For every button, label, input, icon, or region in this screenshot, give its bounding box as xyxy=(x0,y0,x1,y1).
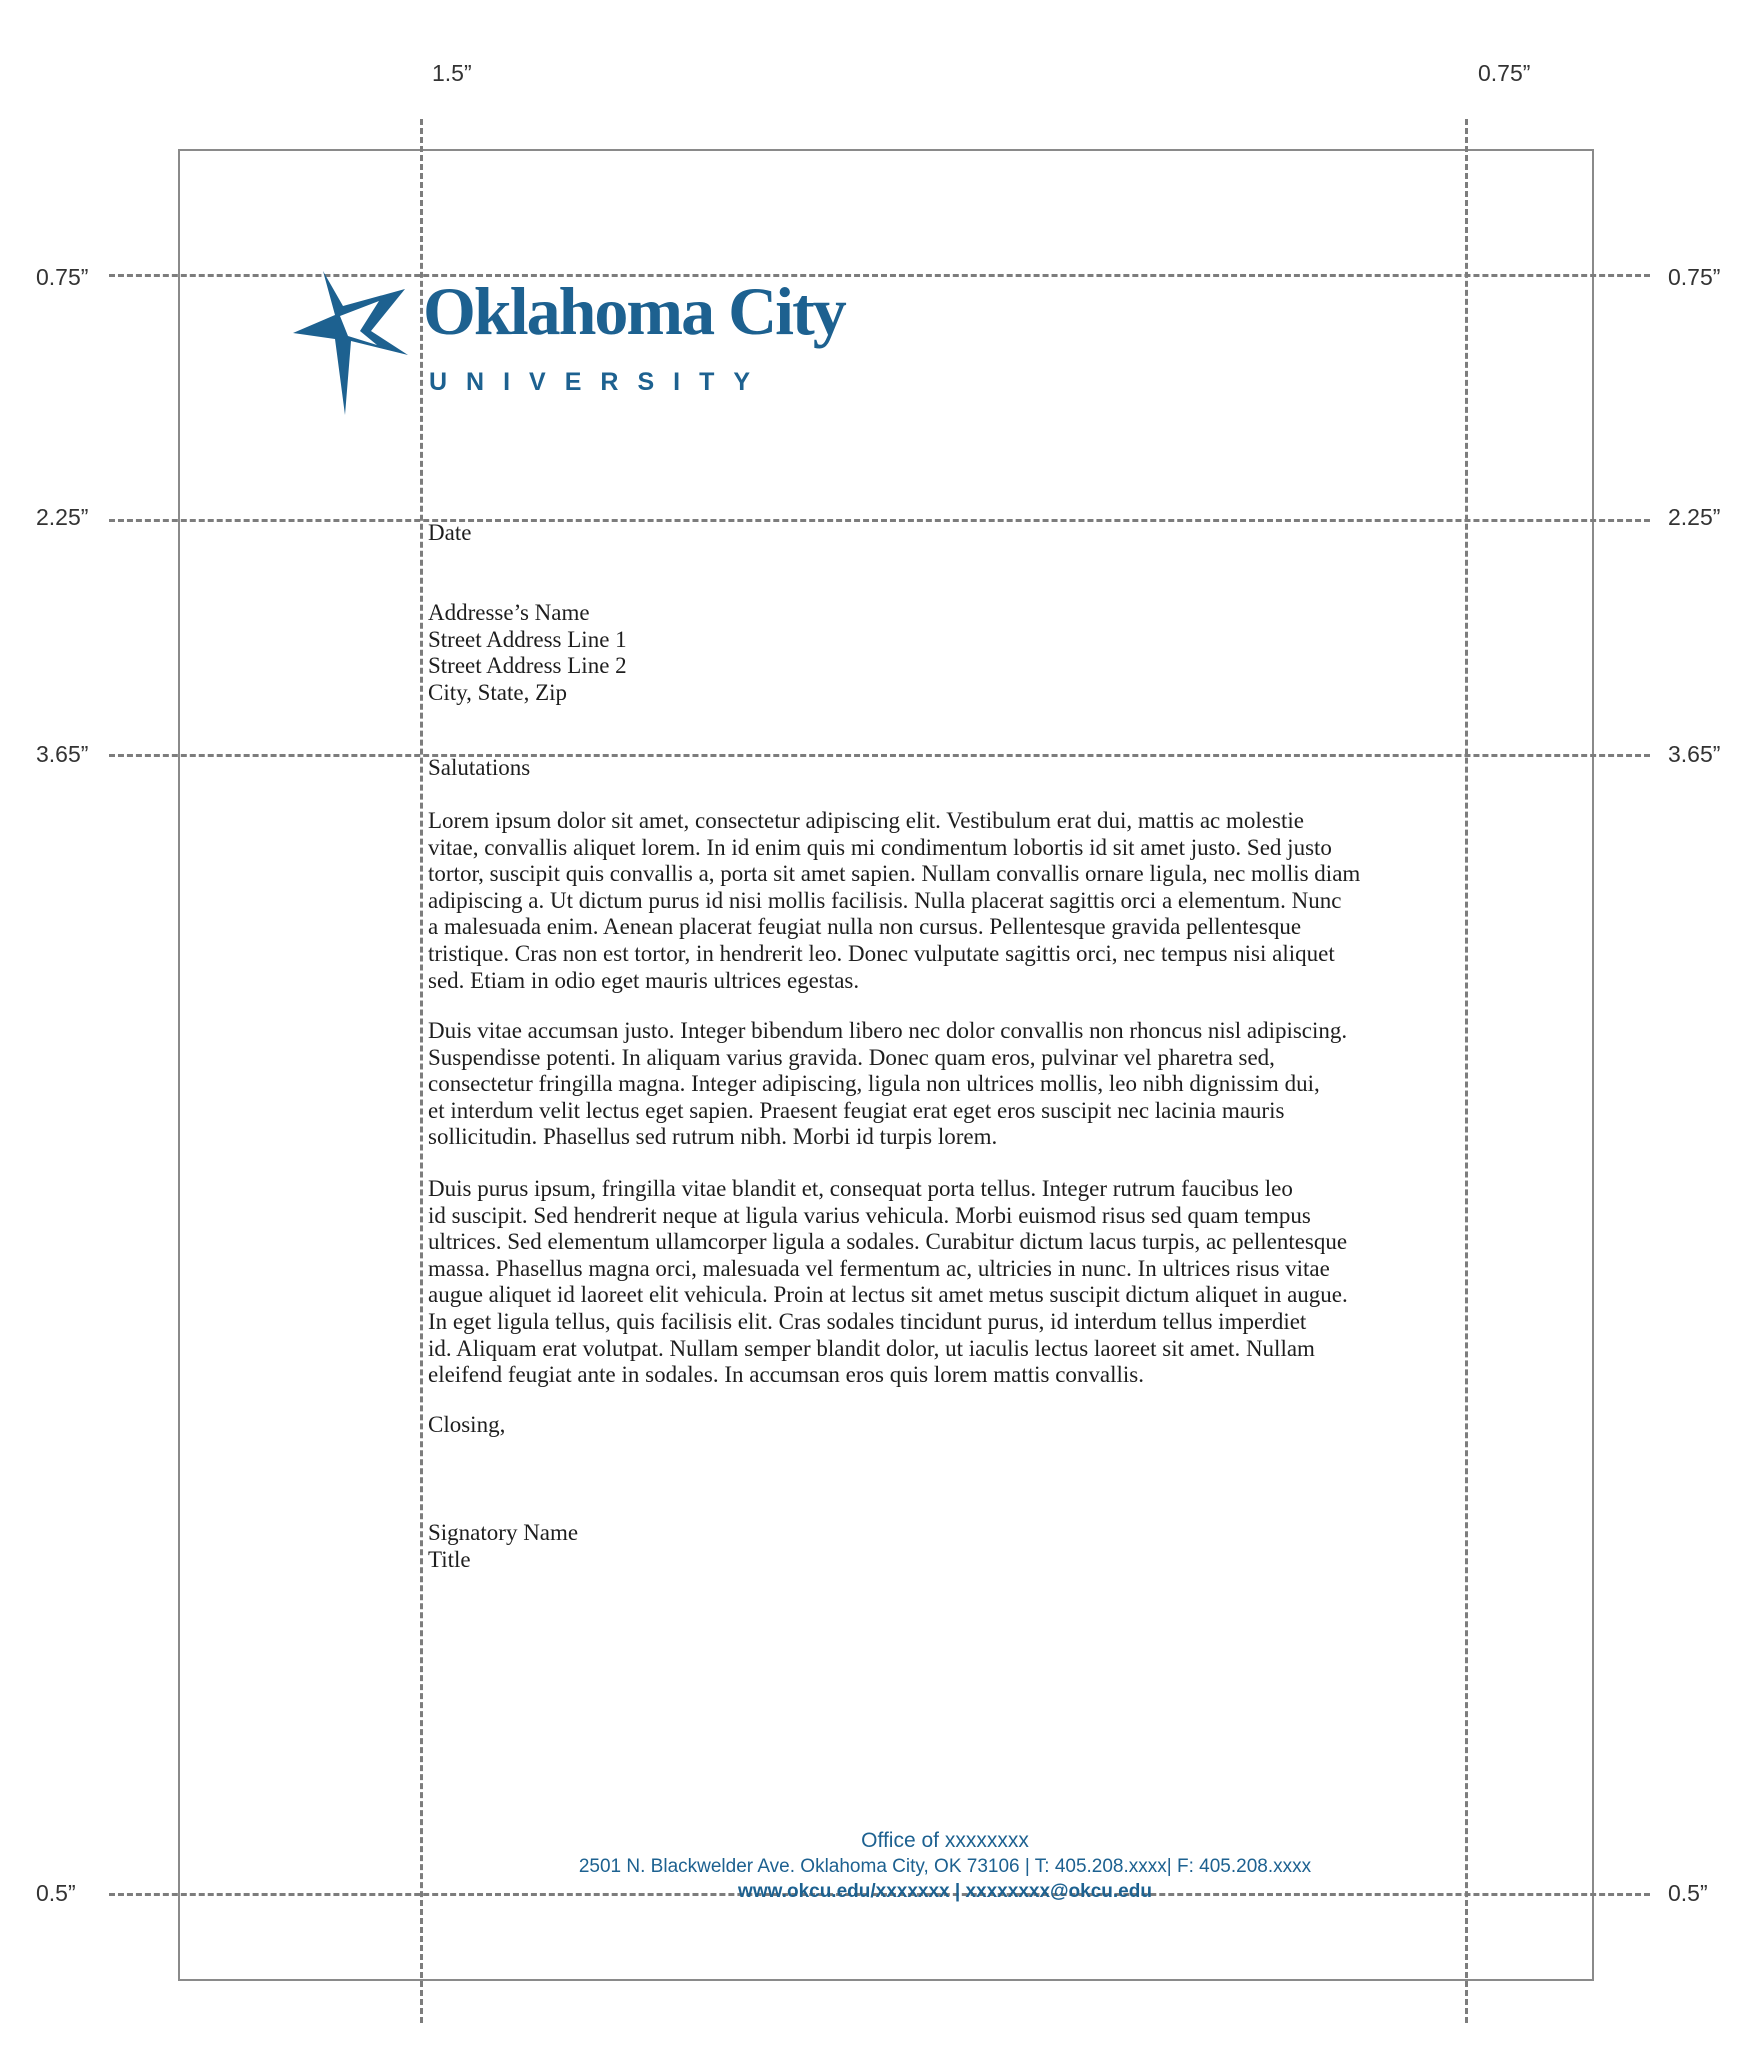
body-line: sollicitudin. Phasellus sed rutrum nibh. Morbi id turpis lorem. xyxy=(428,1124,998,1150)
body-line: tortor, suscipit quis convallis a, porta sit amet sapien. Nullam convallis ornare ligula, nec mollis diam xyxy=(428,861,1361,887)
body-line: tristique. Cras non est tortor, in hendrerit leo. Donec vulputate sagittis orci, nec tempus nisi aliquet xyxy=(428,940,1335,966)
margin-label-left: 1.5” xyxy=(432,60,472,86)
address-line: Addresse’s Name xyxy=(428,600,590,625)
margin-label-top-left: 0.75” xyxy=(36,264,89,290)
recipient-address xyxy=(428,600,1473,706)
body-line: et interdum velit lectus eget sapien. Praesent feugiat erat eget eros suscipit nec lacinia mauris xyxy=(428,1097,1285,1123)
body-line: eleifend feugiat ante in sodales. In accumsan eros quis lorem mattis convallis. xyxy=(428,1362,1144,1388)
margin-label-body-right: 3.65” xyxy=(1668,741,1721,767)
body-paragraph-2 xyxy=(428,1018,1473,1151)
letter-date: Date xyxy=(428,520,472,545)
body-line: adipiscing a. Ut dictum purus id nisi mollis facilisis. Nulla placerat sagittis orci a elementum. Nunc xyxy=(428,887,1342,913)
body-line: ultrices. Sed elementum ullamcorper ligula a sodales. Curabitur dictum lacus turpis, ac pellentesque xyxy=(428,1229,1348,1255)
margin-label-bottom-right: 0.5” xyxy=(1668,1880,1708,1906)
address-line: City, State, Zip xyxy=(428,679,568,705)
university-logo xyxy=(293,271,893,421)
body-line: sed. Etiam in odio eget mauris ultrices egestas. xyxy=(428,967,860,993)
body-line: Lorem ipsum dolor sit amet, consectetur adipiscing elit. Vestibulum erat dui, mattis ac molestie xyxy=(428,808,1304,833)
salutation: Salutations xyxy=(428,755,531,780)
star-logo-icon xyxy=(293,271,408,415)
body-line: a malesuada enim. Aenean placerat feugiat nulla non cursus. Pellentesque gravida pellentesque xyxy=(428,914,1302,940)
footer-address: 2501 N. Blackwelder Ave. Oklahoma City, OK 73106 | T: 405.208.xxxx| F: 405.208.xxxx xyxy=(578,1856,1312,1877)
body-line: consectetur fringilla magna. Integer adipiscing, ligula non ultrices mollis, leo nibh dignissim dui, xyxy=(428,1071,1320,1097)
margin-label-top-right: 0.75” xyxy=(1668,264,1721,290)
margin-label-address-right: 2.25” xyxy=(1668,504,1721,530)
body-paragraph-3 xyxy=(428,1176,1473,1389)
margin-label-bottom-left: 0.5” xyxy=(36,1880,76,1906)
body-line: Duis vitae accumsan justo. Integer bibendum libero nec dolor convallis non rhoncus nisl adipiscing. xyxy=(428,1018,1348,1043)
body-line: In eget ligula tellus, quis facilisis elit. Cras sodales tincidunt purus, id interdum tellus imperdiet xyxy=(428,1308,1307,1334)
body-line: id suscipit. Sed hendrerit neque at ligula varius vehicula. Morbi euismod risus sed quam tempus xyxy=(428,1202,1311,1228)
signature-block xyxy=(428,1520,1473,1573)
logo-subtitle: UNIVERSITY xyxy=(429,368,770,396)
body-line: Duis purus ipsum, fringilla vitae blandit et, consequat porta tellus. Integer rutrum faucibus leo xyxy=(428,1176,1293,1201)
address-line: Street Address Line 1 xyxy=(428,626,627,652)
margin-label-body-left: 3.65” xyxy=(36,741,89,767)
margin-label-address-left: 2.25” xyxy=(36,504,89,530)
signatory-name: Signatory Name xyxy=(428,1520,579,1545)
body-line: vitae, convallis aliquet lorem. In id enim quis mi condimentum lobortis id sit amet justo. Sed justo xyxy=(428,834,1332,860)
body-line: augue aliquet id laoreet elit vehicula. Proin at lectus sit amet metus suscipit dictum aliquet in augue. xyxy=(428,1282,1348,1308)
closing: Closing, xyxy=(428,1412,506,1437)
footer-office: Office of xxxxxxxx xyxy=(861,1829,1029,1852)
margin-label-right: 0.75” xyxy=(1478,60,1531,86)
address-line: Street Address Line 2 xyxy=(428,653,627,679)
signatory-title: Title xyxy=(428,1546,471,1572)
footer-web-link[interactable]: www.okcu.edu/xxxxxxx | xxxxxxxx@okcu.edu xyxy=(738,1881,1152,1902)
body-line: Suspendisse potenti. In aliquam varius gravida. Donec quam eros, pulvinar vel pharetra sed, xyxy=(428,1044,1275,1070)
body-line: id. Aliquam erat volutpat. Nullam semper blandit dolor, ut iaculis lectus laoreet sit amet. Nullam xyxy=(428,1335,1315,1361)
body-line: massa. Phasellus magna orci, malesuada vel fermentum ac, ultricies in nunc. In ultrices risus vitae xyxy=(428,1255,1330,1281)
body-paragraph-1 xyxy=(428,808,1473,994)
logo-wordmark: Oklahoma City xyxy=(423,273,845,349)
